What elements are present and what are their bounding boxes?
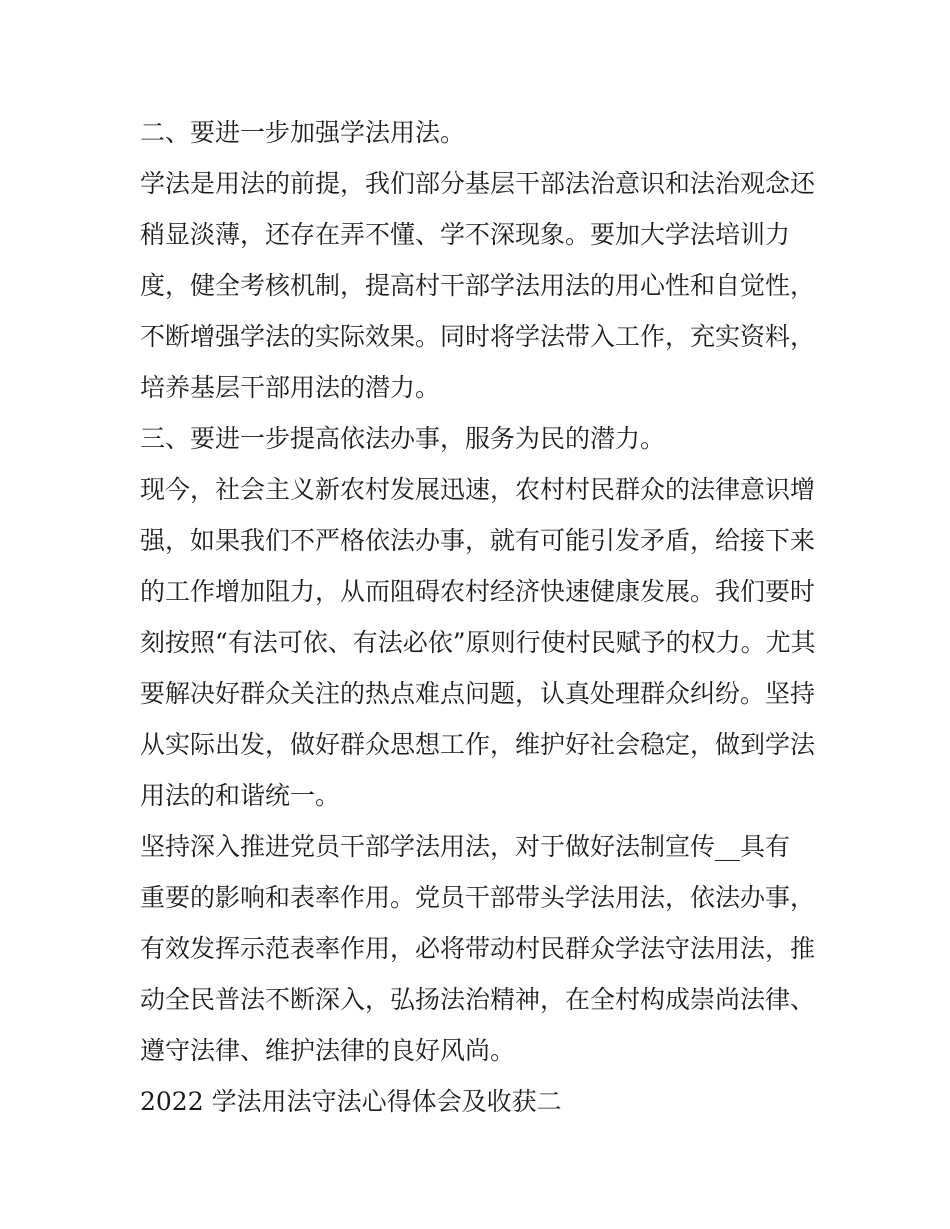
paragraph-line: 强，如果我们不严格依法办事，就有可能引发矛盾，给接下来 — [140, 526, 816, 555]
paragraph-line: 坚持深入推进党员干部学法用法，对于做好法制宣传__具有 — [140, 832, 791, 861]
paragraph-line: 度，健全考核机制，提高村干部学法用法的用心性和自觉性， — [140, 271, 816, 300]
paragraph-line: 的工作增加阻力，从而阻碍农村经济快速健康发展。我们要时 — [140, 577, 816, 606]
paragraph-line: 从实际出发，做好群众思想工作，维护好社会稳定，做到学法 — [140, 730, 816, 759]
paragraph-line: 刻按照“有法可依、有法必依”原则行使村民赋予的权力。尤其 — [140, 628, 816, 657]
paragraph-line: 学法是用法的前提，我们部分基层干部法治意识和法治观念还 — [140, 169, 816, 198]
paragraph-line: 不断增强学法的实际效果。同时将学法带入工作，充实资料， — [140, 322, 816, 351]
section-heading-3: 三、要进一步提高依法办事，服务为民的潜力。 — [140, 424, 666, 453]
paragraph-line: 遵守法律、维护法律的良好风尚。 — [140, 1036, 516, 1065]
paragraph-line: 培养基层干部用法的潜力。 — [140, 373, 441, 402]
section-heading-2: 二、要进一步加强学法用法。 — [140, 118, 466, 147]
paragraph-line: 有效发挥示范表率作用，必将带动村民群众学法守法用法，推 — [140, 934, 816, 963]
paragraph-line: 要解决好群众关注的热点难点问题，认真处理群众纠纷。坚持 — [140, 679, 816, 708]
next-section-title: 2022 学法用法守法心得体会及收获二 — [140, 1087, 562, 1116]
paragraph-line: 稍显淡薄，还存在弄不懂、学不深现象。要加大学法培训力 — [140, 220, 791, 249]
paragraph-line: 现今，社会主义新农村发展迅速，农村村民群众的法律意识增 — [140, 475, 816, 504]
paragraph-line: 重要的影响和表率作用。党员干部带头学法用法，依法办事， — [140, 883, 816, 912]
paragraph-line: 动全民普法不断深入，弘扬法治精神，在全村构成崇尚法律、 — [140, 985, 816, 1014]
document-body — [140, 107, 816, 1127]
paragraph-line: 用法的和谐统一。 — [140, 781, 341, 810]
